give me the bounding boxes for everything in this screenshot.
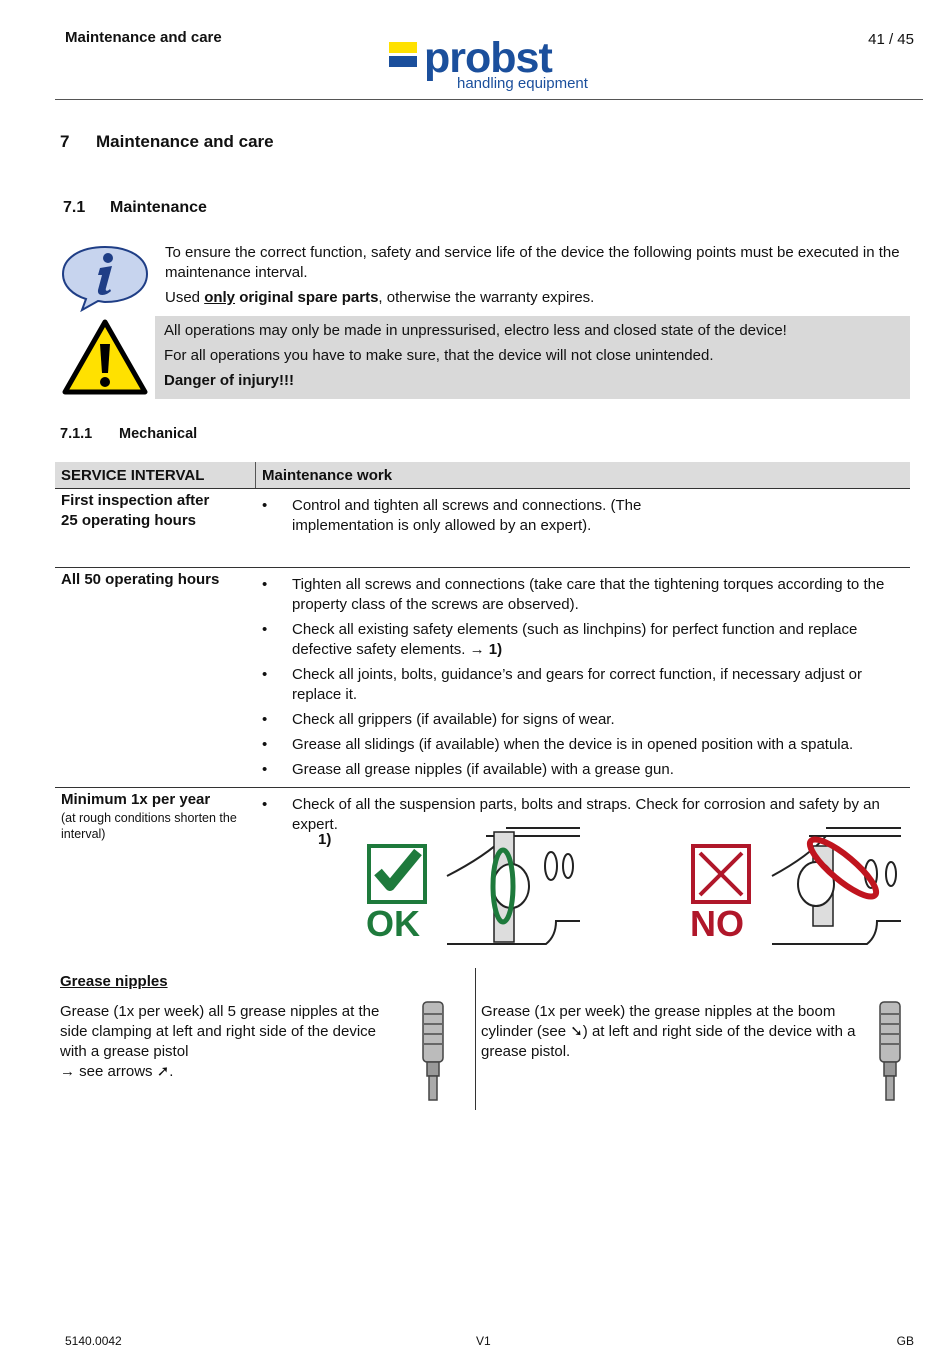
maintenance-table	[55, 462, 910, 844]
warning-box	[155, 316, 910, 399]
work-cell	[256, 568, 910, 787]
logo-brand-text: probst	[424, 34, 552, 82]
table-row	[55, 568, 910, 788]
list-item: • Check all existing safety elements (such as linchpins) for perfect function and replace defective safety elements. → 1)	[262, 620, 904, 660]
grease-left-text: Grease (1x per week) all 5 grease nipples at the side clamping at left and right side of the device with a grease pistol → see arrows ➚.	[60, 1003, 380, 1080]
column-divider	[475, 968, 476, 1110]
warning-danger: Danger of injury!!!	[164, 372, 294, 389]
list-item: • Grease all grease nipples (if available) with a grease gun.	[262, 760, 904, 780]
header-maintenance-work: Maintenance work	[262, 467, 393, 484]
page-indicator: 41 / 45	[868, 31, 914, 48]
info-note	[165, 243, 900, 313]
pin-incorrect-illustration	[771, 826, 901, 948]
interval-cell: Minimum 1x per year (at rough conditions shorten the interval)	[61, 791, 237, 841]
header-service-interval: SERVICE INTERVAL	[55, 462, 256, 488]
work-cell	[256, 489, 910, 567]
warning-line-1: All operations may only be made in unpressurised, electro less and closed state of the device!	[164, 322, 787, 339]
figure-reference: 1)	[318, 831, 332, 848]
heading-mechanical: 7.1.1 Mechanical	[60, 426, 198, 442]
info-icon	[60, 244, 150, 312]
list-item: • Tighten all screws and connections (take care that the tightening torques according to the property class of the screws are observed).	[262, 575, 904, 615]
list-item: • Check of all the suspension parts, bolts and straps. Check for corrosion and safety by an expert.	[262, 795, 904, 835]
warning-line-2: For all operations you have to make sure, that the device will not close unintended.	[164, 347, 714, 364]
grease-nipples-title: Grease nipples	[60, 973, 168, 990]
pin-correct-illustration	[446, 826, 580, 948]
header-divider	[55, 99, 923, 100]
ok-checkmark-icon	[366, 826, 430, 948]
list-item: • Check all grippers (if available) for signs of wear.	[262, 710, 904, 730]
no-cross-icon	[690, 826, 754, 948]
interval-cell: All 50 operating hours	[61, 571, 220, 588]
heading-maintenance-and-care: 7 Maintenance and care	[60, 132, 274, 151]
list-item: • Control and tighten all screws and connections. (The implementation is only allowed by an expert).	[262, 496, 904, 536]
list-item: • Grease all slidings (if available) when the device is in opened position with a spatula.	[262, 735, 904, 755]
list-item: • Check all joints, bolts, guidance’s and gears for correct function, if necessary adjust or replace it.	[262, 665, 904, 705]
info-note-text: To ensure the correct function, safety and service life of the device the following points must be executed in the maintenance interval.	[165, 244, 900, 281]
grease-nipple-icon	[875, 1000, 905, 1104]
header-section-title: Maintenance and care	[65, 29, 222, 46]
interval-cell: First inspection after 25 operating hours	[61, 492, 210, 529]
table-row	[55, 489, 910, 568]
spare-parts-note: Used only original spare parts, otherwise the warranty expires.	[165, 289, 595, 306]
ok-label: OK	[366, 903, 420, 938]
footer-version: V1	[476, 1334, 491, 1348]
table-header	[55, 462, 910, 489]
warning-icon	[62, 318, 148, 396]
grease-nipple-icon	[418, 1000, 448, 1104]
probst-logo	[387, 34, 602, 94]
footer-doc-number: 5140.0042	[65, 1334, 122, 1348]
footer-language: GB	[896, 1334, 914, 1348]
logo-tagline: handling equipment	[457, 75, 588, 92]
no-label: NO	[690, 903, 744, 938]
grease-right-text: Grease (1x per week) the grease nipples at the boom cylinder (see ➘) at left and right side of the device with a grease pistol.	[481, 1003, 856, 1060]
heading-maintenance: 7.1 Maintenance	[63, 199, 207, 216]
